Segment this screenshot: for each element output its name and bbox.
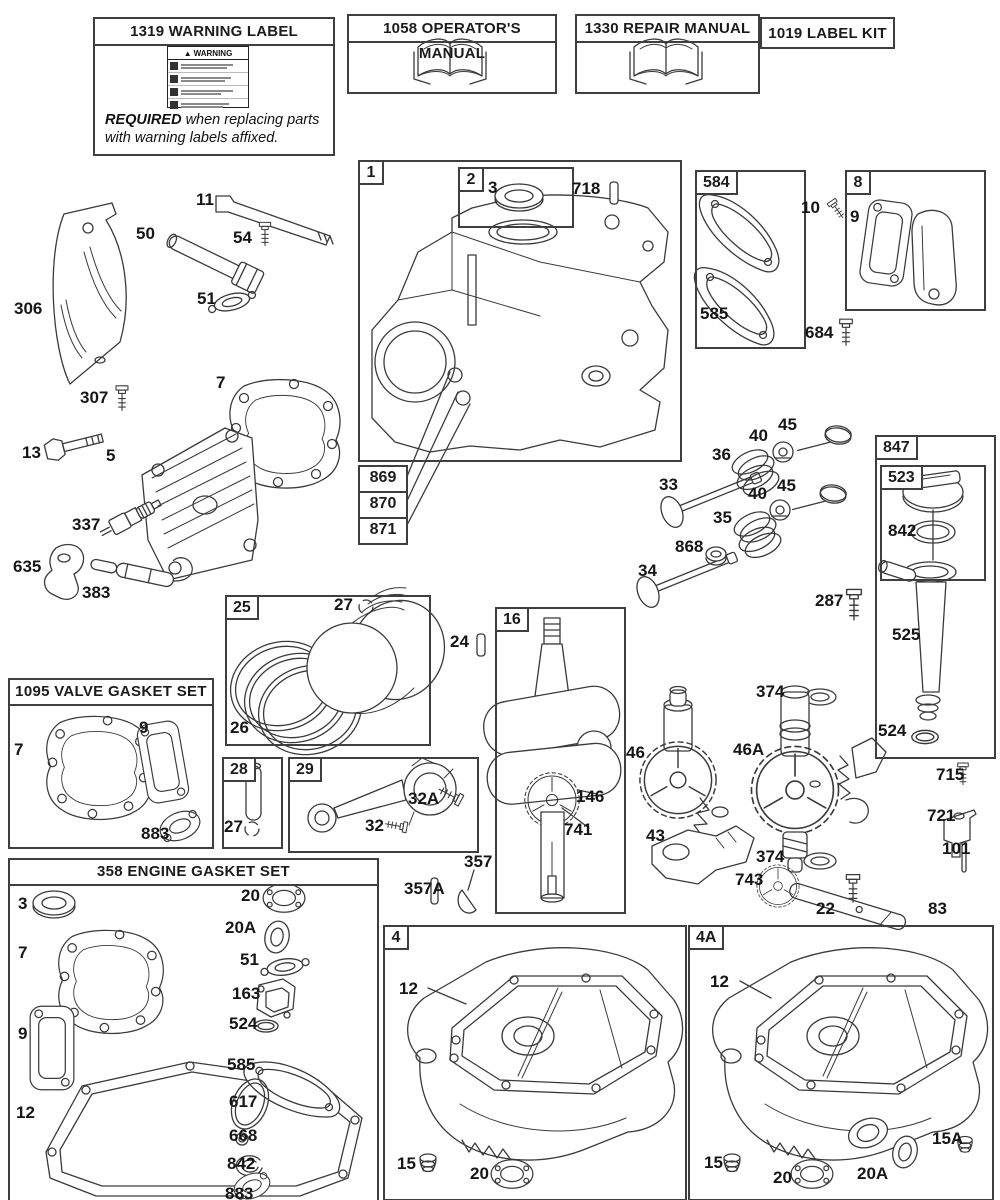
operators-manual-title: 1058 OPERATOR'S MANUAL — [349, 16, 555, 43]
key-357A-drawing — [431, 878, 438, 904]
part-callout-3: 3 — [488, 178, 498, 197]
part-callout-383: 383 — [82, 583, 111, 602]
box-tag-28: 28 — [222, 757, 256, 782]
part-callout-10: 10 — [801, 198, 820, 217]
group-box-sump-4A — [688, 925, 994, 1200]
part-callout-883: 883 — [141, 824, 170, 843]
warning-triangle-icon: ▲ — [183, 48, 192, 58]
part-callout-45: 45 — [778, 415, 797, 434]
part-callout-3: 3 — [18, 894, 28, 913]
screw-715-drawing — [958, 763, 969, 785]
part-callout-721: 721 — [927, 806, 956, 825]
part-callout-46A: 46A — [733, 740, 765, 759]
valve-seal-868-drawing — [706, 547, 726, 565]
part-callout-15A: 15A — [932, 1129, 964, 1148]
callout-stack-869-871 — [358, 467, 408, 545]
part-callout-163: 163 — [232, 984, 261, 1003]
part-callout-715: 715 — [936, 765, 965, 784]
breather-tube-drawing — [165, 233, 264, 294]
part-callout-741: 741 — [564, 820, 593, 839]
part-callout-43: 43 — [646, 826, 665, 845]
part-callout-51: 51 — [240, 950, 259, 969]
bolt-22-drawing — [846, 875, 859, 903]
box-tag-29: 29 — [288, 757, 322, 782]
governor-link-rod-drawing — [216, 196, 333, 245]
part-callout-9: 9 — [139, 718, 149, 737]
valve-spring-35-drawing — [729, 506, 787, 564]
group-box-seal — [458, 167, 574, 228]
governor-crank-43-drawing — [652, 826, 754, 884]
pin-101-drawing — [962, 842, 966, 872]
engine-gasket-set-box — [8, 858, 379, 1200]
camshaft-46A-drawing — [751, 686, 838, 872]
part-callout-9: 9 — [18, 1024, 28, 1043]
part-callout-374: 374 — [756, 682, 785, 701]
callout-box-870: 870 — [358, 491, 408, 519]
part-callout-20: 20 — [773, 1168, 792, 1187]
box-tag-16: 16 — [495, 607, 529, 632]
part-callout-54: 54 — [233, 228, 252, 247]
part-callout-883: 883 — [225, 1184, 254, 1200]
group-box-crankshaft — [495, 607, 626, 914]
part-callout-24: 24 — [450, 632, 469, 651]
repair-manual-box — [575, 14, 760, 94]
part-callout-34: 34 — [638, 561, 657, 580]
part-callout-13: 13 — [22, 443, 41, 462]
part-callout-12: 12 — [399, 979, 418, 998]
part-callout-32: 32 — [365, 816, 384, 835]
label-kit-box — [760, 17, 895, 49]
box-tag-8: 8 — [845, 170, 871, 195]
part-callout-11: 11 — [196, 190, 214, 209]
group-box-sump-4 — [383, 925, 687, 1200]
screw-10-drawing — [827, 198, 847, 220]
part-callout-146: 146 — [576, 787, 605, 806]
bolt-287-drawing — [847, 589, 862, 619]
group-box-piston — [225, 595, 431, 746]
part-callout-35: 35 — [713, 508, 732, 527]
repair-manual-title: 1330 REPAIR MANUAL — [577, 16, 758, 43]
operators-manual-box — [347, 14, 557, 94]
label-kit-title: 1019 LABEL KIT — [768, 24, 887, 42]
screw-307-drawing — [116, 386, 128, 411]
box-tag-4: 4 — [383, 925, 409, 950]
cylinder-head-drawing — [142, 428, 258, 580]
callout-box-869: 869 — [358, 465, 408, 493]
group-box-connecting-rod — [288, 757, 479, 853]
callout-box-871: 871 — [358, 517, 408, 545]
part-callout-20: 20 — [241, 886, 260, 905]
part-callout-718: 718 — [572, 179, 601, 198]
governor-flyweight-drawing — [694, 798, 728, 837]
part-callout-668: 668 — [229, 1126, 258, 1145]
box-tag-584: 584 — [695, 170, 738, 195]
tappet-45a-drawing — [798, 421, 853, 458]
screw-684-drawing — [840, 319, 853, 345]
screw-54-drawing — [259, 222, 270, 245]
part-callout-337: 337 — [72, 515, 101, 534]
group-box-cap — [880, 465, 986, 581]
part-callout-33: 33 — [659, 475, 678, 494]
intake-valve-33-drawing — [657, 462, 766, 531]
tappet-45b-drawing — [793, 480, 848, 517]
warning-label-kit-title: 1319 WARNING LABEL — [95, 19, 333, 46]
valve-gasket-set-title: 1095 VALVE GASKET SET — [10, 680, 212, 706]
part-callout-585: 585 — [227, 1055, 256, 1074]
part-callout-101: 101 — [942, 839, 971, 858]
part-callout-26: 26 — [230, 718, 249, 737]
part-callout-524: 524 — [878, 721, 907, 740]
part-callout-374: 374 — [756, 847, 785, 866]
part-callout-20A: 20A — [857, 1164, 889, 1183]
part-callout-585: 585 — [700, 304, 729, 323]
part-callout-357: 357 — [464, 852, 493, 871]
part-callout-7: 7 — [216, 373, 226, 392]
part-callout-524: 524 — [229, 1014, 258, 1033]
group-box-584 — [695, 170, 806, 349]
heat-shield-drawing — [53, 203, 126, 384]
part-callout-684: 684 — [805, 323, 834, 342]
part-callout-20A: 20A — [225, 918, 257, 937]
part-callout-307: 307 — [80, 388, 109, 407]
part-callout-36: 36 — [712, 445, 731, 464]
part-callout-12: 12 — [710, 972, 729, 991]
part-callout-842: 842 — [227, 1154, 256, 1173]
part-callout-20: 20 — [470, 1164, 489, 1183]
spring-retainer-40a-drawing — [773, 442, 793, 462]
engine-gasket-set-title: 358 ENGINE GASKET SET — [10, 860, 377, 886]
bracket-721-drawing — [944, 810, 976, 857]
box-tag-25: 25 — [225, 595, 259, 620]
group-box-breather — [845, 170, 986, 311]
part-callout-743: 743 — [735, 870, 764, 889]
part-callout-83: 83 — [928, 899, 947, 918]
box-tag-523: 523 — [880, 465, 923, 490]
warning-label-kit-box — [93, 17, 335, 156]
part-callout-842: 842 — [888, 521, 917, 540]
part-callout-617: 617 — [229, 1092, 258, 1111]
spring-retainer-40b-drawing — [770, 500, 790, 520]
part-callout-12: 12 — [16, 1103, 35, 1122]
part-callout-306: 306 — [14, 299, 43, 318]
box-tag-1: 1 — [358, 160, 384, 185]
box-tag-4A: 4A — [688, 925, 724, 950]
bolt-13-drawing — [43, 427, 105, 462]
part-callout-46: 46 — [626, 743, 645, 762]
part-callout-287: 287 — [815, 591, 844, 610]
key-24-drawing — [477, 634, 485, 656]
part-callout-15: 15 — [397, 1154, 416, 1173]
part-callout-50: 50 — [136, 224, 155, 243]
group-box-wrist-pin — [222, 757, 283, 849]
part-callout-357A: 357A — [404, 879, 445, 898]
box-tag-2: 2 — [458, 167, 484, 192]
part-callout-9: 9 — [850, 207, 860, 226]
part-callout-15: 15 — [704, 1153, 723, 1172]
part-callout-22: 22 — [816, 899, 835, 918]
part-callout-32A: 32A — [408, 789, 440, 808]
part-callout-525: 525 — [892, 625, 921, 644]
part-callout-51: 51 — [197, 289, 216, 308]
part-callout-5: 5 — [106, 446, 116, 465]
gasket-51-drawing — [206, 288, 257, 315]
part-callout-27: 27 — [224, 817, 243, 836]
valve-gasket-set-box — [8, 678, 214, 849]
washer-374b-drawing — [804, 853, 836, 869]
warning-sticker — [167, 46, 249, 108]
part-callout-7: 7 — [14, 740, 24, 759]
camshaft-46-drawing — [640, 687, 716, 819]
part-callout-40: 40 — [748, 484, 767, 503]
box-tag-847: 847 — [875, 435, 918, 460]
part-callout-7: 7 — [18, 943, 28, 962]
key-357-drawing — [458, 870, 476, 913]
part-callout-40: 40 — [749, 426, 768, 445]
part-callout-27: 27 — [334, 595, 353, 614]
warning-sticker-header: ▲ WARNING — [168, 47, 248, 60]
warning-required-note: REQUIRED when replacing parts with warning labels affixed. — [105, 112, 320, 146]
part-callout-45: 45 — [777, 476, 796, 495]
governor-gear-shaft-drawing — [757, 865, 907, 931]
part-callout-868: 868 — [675, 537, 704, 556]
spark-plug-boot-drawing — [45, 545, 84, 600]
part-callout-635: 635 — [13, 557, 42, 576]
